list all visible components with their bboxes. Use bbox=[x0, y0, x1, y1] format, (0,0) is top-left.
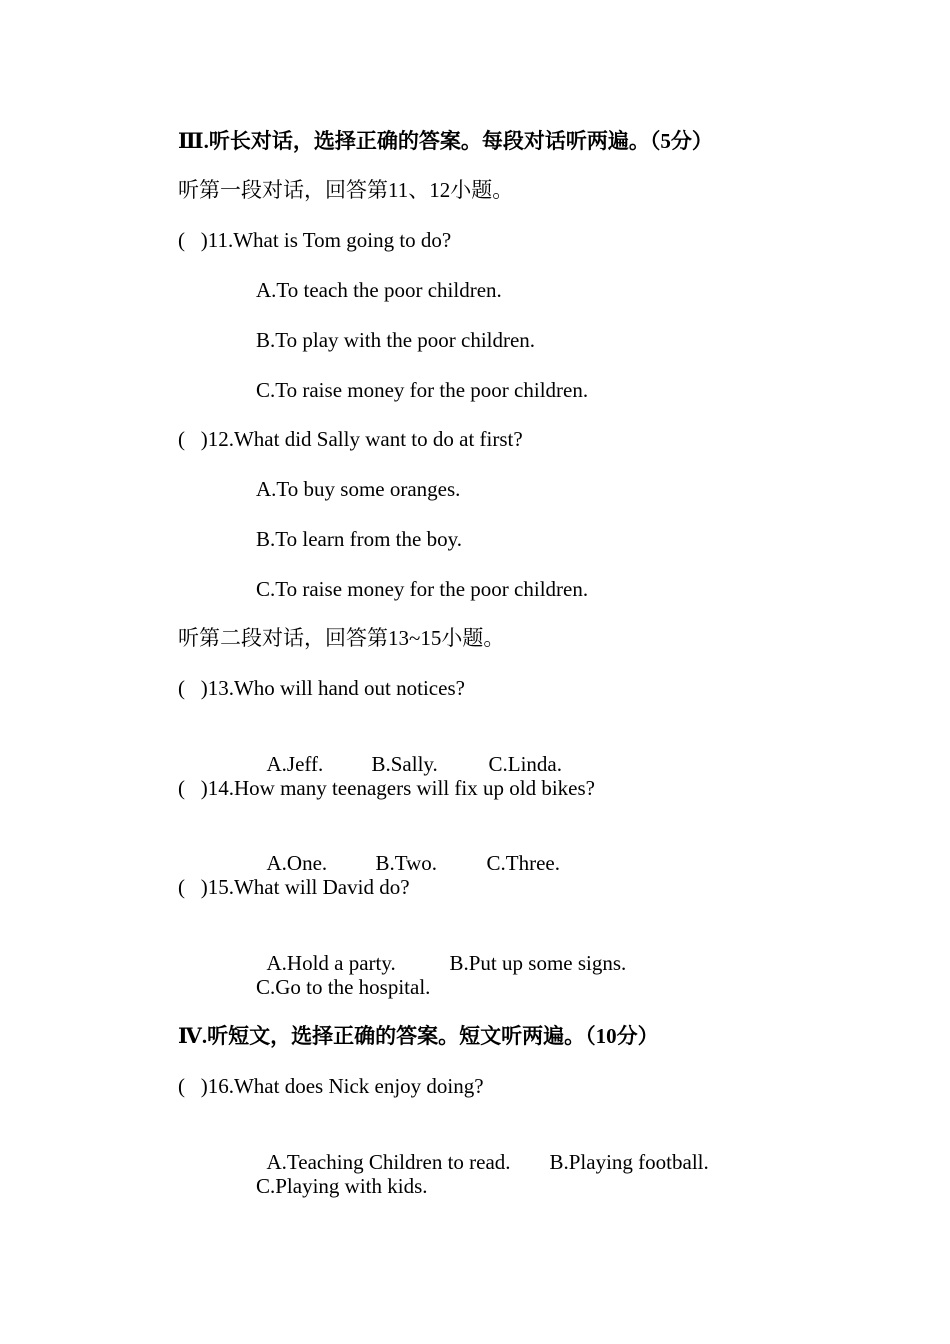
question-14-stem: ( )14.How many teenagers will fix up old bikes? bbox=[178, 776, 595, 800]
question-15-option-a: A.Hold a party. bbox=[266, 951, 396, 975]
question-11-stem: ( )11.What is Tom going to do? bbox=[178, 228, 452, 252]
question-13-option-c: C.Linda. bbox=[488, 752, 562, 776]
question-13-stem: ( )13.Who will hand out notices? bbox=[178, 676, 465, 700]
question-12-stem: ( )12.What did Sally want to do at first? bbox=[178, 427, 523, 451]
question-14-option-b: B.Two. bbox=[375, 851, 438, 875]
question-16-stem: ( )16.What does Nick enjoy doing? bbox=[178, 1074, 484, 1098]
section-3-heading: Ⅲ.听长对话，选择正确的答案。每段对话听两遍。（5分） bbox=[178, 129, 713, 153]
question-14-option-a: A.One. bbox=[266, 851, 328, 875]
question-13-option-a: A.Jeff. bbox=[266, 752, 324, 776]
question-11-option-b: B.To play with the poor children. bbox=[256, 328, 536, 352]
question-14-option-c: C.Three. bbox=[486, 851, 560, 875]
question-14-options bbox=[256, 824, 560, 876]
question-13-options bbox=[256, 725, 562, 777]
question-16-option-a: A.Teaching Children to read. bbox=[266, 1150, 511, 1174]
question-16-option-b: B.Playing football. bbox=[549, 1150, 709, 1174]
question-13-option-b: B.Sally. bbox=[371, 752, 438, 776]
section-4-heading: Ⅳ.听短文，选择正确的答案。短文听两遍。（10分） bbox=[178, 1024, 659, 1048]
question-12-option-c: C.To raise money for the poor children. bbox=[256, 577, 589, 601]
question-11-option-c: C.To raise money for the poor children. bbox=[256, 378, 589, 402]
question-12-option-b: B.To learn from the boy. bbox=[256, 527, 462, 551]
dialogue-1-intro: 听第一段对话，回答第11、12小题。 bbox=[178, 178, 514, 202]
question-15-option-c: C.Go to the hospital. bbox=[256, 975, 431, 999]
question-16-option-c: C.Playing with kids. bbox=[256, 1174, 428, 1198]
question-12-option-a: A.To buy some oranges. bbox=[256, 477, 461, 501]
question-11-option-a: A.To teach the poor children. bbox=[256, 278, 502, 302]
question-16-options bbox=[256, 1123, 709, 1175]
dialogue-2-intro: 听第二段对话，回答第13~15小题。 bbox=[178, 626, 505, 650]
question-15-stem: ( )15.What will David do? bbox=[178, 875, 410, 899]
question-15-options bbox=[256, 924, 626, 976]
question-15-option-b: B.Put up some signs. bbox=[449, 951, 627, 975]
